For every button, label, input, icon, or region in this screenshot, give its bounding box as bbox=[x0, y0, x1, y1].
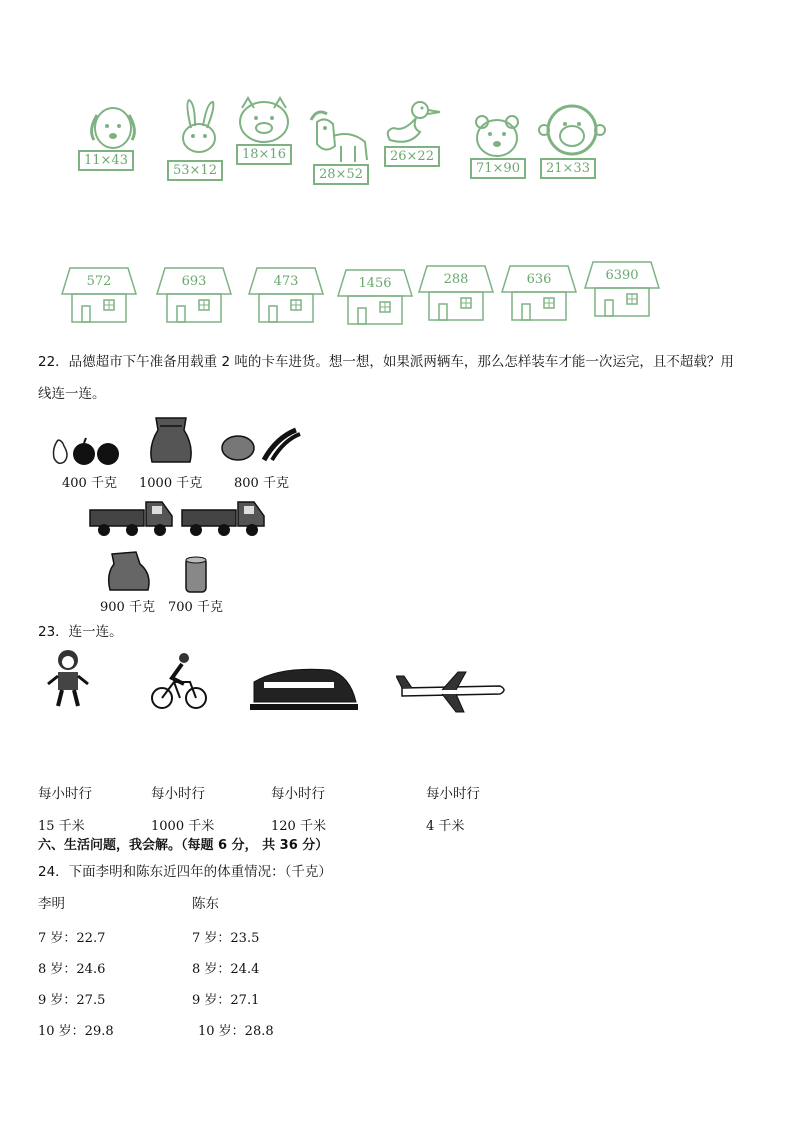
airplane-icon bbox=[396, 670, 508, 718]
bicycle-icon bbox=[150, 652, 210, 718]
q22-text-line1: 22．品德超市下午准备用载重 2 吨的卡车进货。想一想，如果派两辆车，那么怎样装车才能一次运完，且不超载？用 bbox=[38, 354, 734, 370]
house-icon bbox=[336, 268, 414, 326]
house-number: 473 bbox=[273, 274, 299, 289]
house-number: 1456 bbox=[358, 276, 392, 291]
animal-expr: 11×43 bbox=[78, 150, 134, 171]
goods-weight: 1000 千克 bbox=[139, 476, 203, 491]
animal-expr: 21×33 bbox=[540, 158, 596, 179]
speed-label: 每小时行 bbox=[271, 786, 325, 802]
barrel-icon bbox=[184, 556, 208, 598]
vegetables-icon bbox=[220, 426, 302, 468]
goods-weight: 900 千克 bbox=[100, 600, 155, 615]
house-icon bbox=[247, 266, 325, 324]
bear-icon bbox=[468, 112, 538, 202]
section-heading: 六、生活问题，我会解。（每题 6 分， 共 36 分） bbox=[38, 838, 329, 853]
animal-expr: 26×22 bbox=[384, 146, 440, 167]
weight-liming: 9 岁：27.5 bbox=[38, 993, 106, 1008]
house-number: 636 bbox=[526, 272, 552, 287]
weight-liming: 8 岁：24.6 bbox=[38, 962, 106, 977]
speed-label: 每小时行 bbox=[151, 786, 205, 802]
truck-icon bbox=[88, 496, 174, 542]
col1-name: 李明 bbox=[38, 896, 65, 912]
speed-value: 15 千米 bbox=[38, 819, 85, 834]
goods-weight: 800 千克 bbox=[234, 476, 289, 491]
dog-icon bbox=[78, 100, 148, 190]
speed-value: 4 千米 bbox=[426, 819, 465, 834]
speed-value: 1000 千米 bbox=[151, 819, 215, 834]
q22-text-line2: 线连一连。 bbox=[38, 386, 106, 402]
weight-chendong: 9 岁：27.1 bbox=[192, 993, 260, 1008]
weight-chendong: 10 岁：28.8 bbox=[198, 1024, 274, 1039]
speed-label: 每小时行 bbox=[38, 786, 92, 802]
house-icon bbox=[417, 264, 495, 322]
q23-title: 23．连一连。 bbox=[38, 624, 123, 640]
train-icon bbox=[250, 662, 358, 716]
animal-expr: 71×90 bbox=[470, 158, 526, 179]
weight-chendong: 8 岁：24.4 bbox=[192, 962, 260, 977]
col2-name: 陈东 bbox=[192, 896, 219, 912]
weight-liming: 7 岁：22.7 bbox=[38, 931, 106, 946]
rabbit-icon bbox=[165, 98, 235, 188]
house-icon bbox=[60, 266, 138, 324]
sack-icon bbox=[148, 416, 194, 470]
house-number: 6390 bbox=[605, 268, 639, 283]
weight-liming: 10 岁：29.8 bbox=[38, 1024, 114, 1039]
house-number: 693 bbox=[181, 274, 207, 289]
duck-icon bbox=[380, 100, 450, 190]
goods-weight: 700 千克 bbox=[168, 600, 223, 615]
house-icon bbox=[155, 266, 233, 324]
house-number: 288 bbox=[443, 272, 469, 287]
fruit-icon bbox=[48, 436, 120, 472]
speed-value: 120 千米 bbox=[271, 819, 326, 834]
weight-chendong: 7 岁：23.5 bbox=[192, 931, 260, 946]
animal-expr: 18×16 bbox=[236, 144, 292, 165]
animal-expr: 28×52 bbox=[313, 164, 369, 185]
bag-icon bbox=[106, 550, 152, 598]
animal-expr: 53×12 bbox=[167, 160, 223, 181]
house-icon bbox=[583, 260, 661, 318]
speed-label: 每小时行 bbox=[426, 786, 480, 802]
house-number: 572 bbox=[86, 274, 112, 289]
child-icon bbox=[46, 648, 90, 714]
monkey-icon bbox=[538, 102, 608, 192]
pig-icon bbox=[234, 96, 304, 186]
goat-icon bbox=[305, 106, 375, 196]
truck-icon bbox=[180, 496, 266, 542]
goods-weight: 400 千克 bbox=[62, 476, 117, 491]
q24-title: 24．下面李明和陈东近四年的体重情况：（千克） bbox=[38, 864, 332, 880]
house-icon bbox=[500, 264, 578, 322]
